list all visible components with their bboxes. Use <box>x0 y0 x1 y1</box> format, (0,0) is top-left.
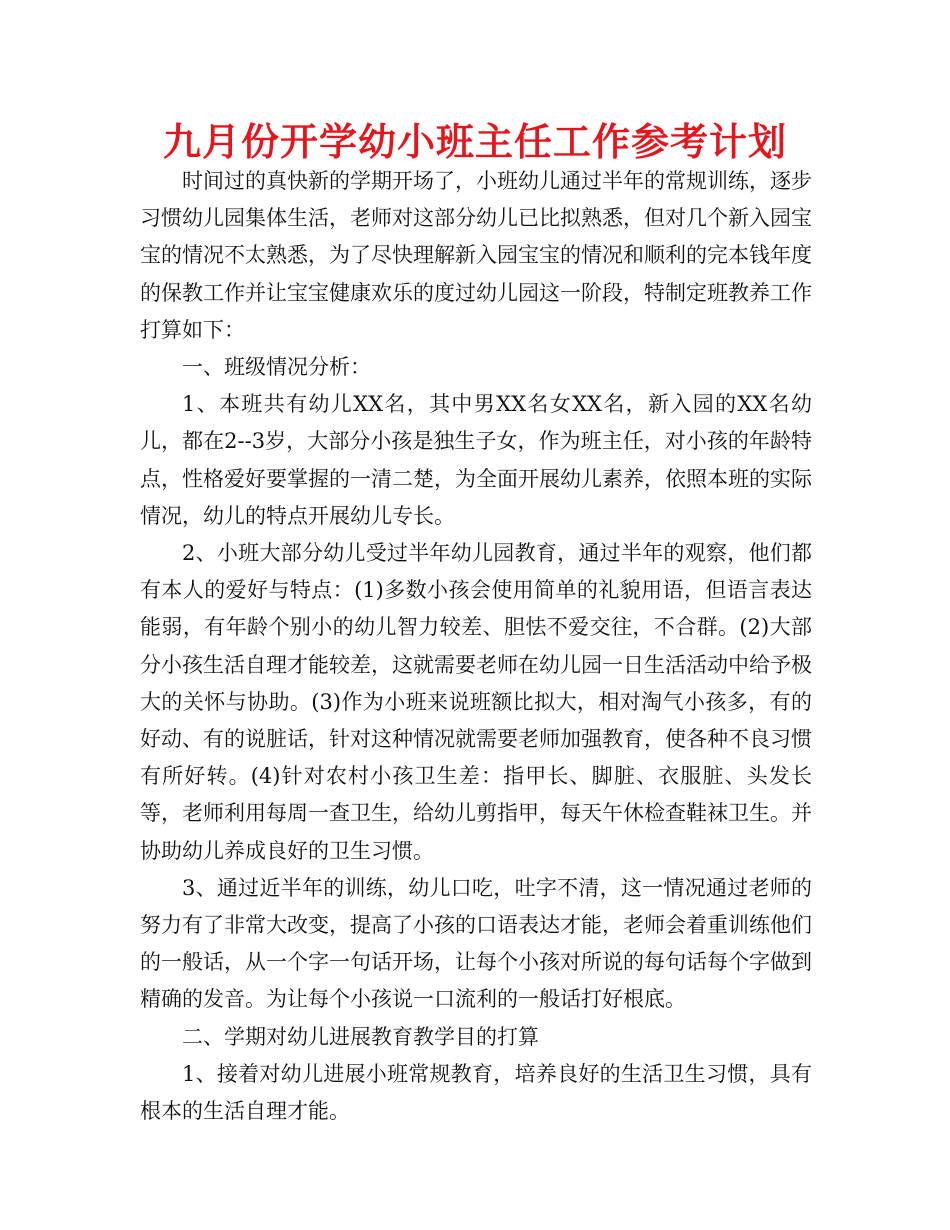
document-body <box>140 163 812 1130</box>
paragraph-item-2: 2、小班大部分幼儿受过半年幼儿园教育，通过半年的观察，他们都有本人的爱好与特点：(1)多数小孩会使用简单的礼貌用语，但语言表达能弱，有年龄个别小的幼儿智力较差、胆怯不爱交往，不合群。(2)大部分小孩生活自理才能较差，这就需要老师在幼儿园一日生活活动中给予极大的关怀与协助。(3)作为小班来说班额比拟大，相对淘气小孩多，有的好动、有的说脏话，针对这种情况就需要老师加强教育，使各种不良习惯有所好转。(4)针对农村小孩卫生差：指甲长、脚脏、衣服脏、头发长等，老师利用每周一查卫生，给幼儿剪指甲，每天午休检查鞋袜卫生。并协助幼儿养成良好的卫生习惯。 <box>140 541 812 863</box>
document-title: 九月份开学幼小班主任工作参考计划 <box>162 120 787 164</box>
section-heading-class-analysis: 一、班级情况分析： <box>182 355 371 380</box>
paragraph-intro: 时间过的真快新的学期开场了，小班幼儿通过半年的常规训练，逐步习惯幼儿园集体生活，老师对这部分幼儿已比拟熟悉，但对几个新入园宝宝的情况不太熟悉，为了尽快理解新入园宝宝的情况和顺利的完本钱年度的保教工作并让宝宝健康欢乐的度过幼儿园这一阶段，特制定班教养工作打算如下： <box>140 169 812 342</box>
paragraph-item-1: 1、本班共有幼儿XX名，其中男XX名女XX名，新入园的XX名幼儿，都在2--3岁，大部分小孩是独生子女，作为班主任，对小孩的年龄特点，性格爱好要掌握的一清二楚，为全面开展幼儿素养，依照本班的实际情况，幼儿的特点开展幼儿专长。 <box>140 392 812 528</box>
paragraph-goal-1: 1、接着对幼儿进展小班常规教育，培养良好的生活卫生习惯，具有根本的生活自理才能。 <box>140 1061 812 1124</box>
paragraph-item-3: 3、通过近半年的训练，幼儿口吃，吐字不清，这一情况通过老师的努力有了非常大改变，提高了小孩的口语表达才能，老师会着重训练他们的一般话，从一个字一句话开场，让每个小孩对所说的每句话每个字做到精确的发音。为让每个小孩说一口流利的一般话打好根底。 <box>140 875 812 1012</box>
section-heading-semester-goals: 二、学期对幼儿进展教育教学目的打算 <box>182 1024 539 1049</box>
